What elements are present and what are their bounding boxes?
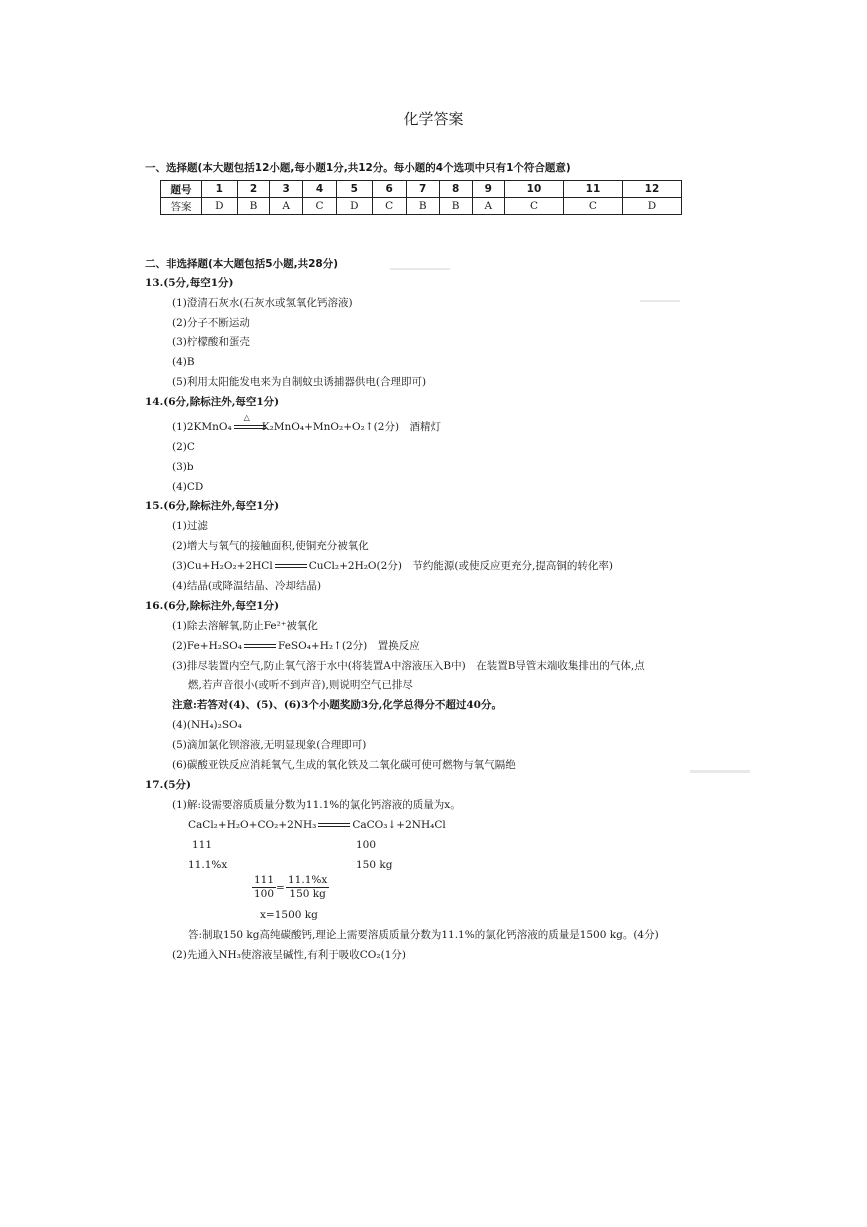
q16-header: 16.(6分,除标注外,每空1分): [145, 600, 280, 612]
question-number: 5: [337, 181, 373, 198]
heat-condition: [232, 413, 262, 434]
q16-answer-1: (1)除去溶解氧,防止Fe²⁺被氧化: [172, 620, 318, 632]
bleed-through-mark: [640, 300, 680, 302]
answer-cell: A: [472, 198, 504, 215]
question-number-row: [161, 181, 682, 198]
question-number: 10: [505, 181, 564, 198]
q13-answer-4: (4)B: [172, 356, 195, 368]
row-label-answer: 答案: [161, 198, 202, 215]
bleed-through-mark: [390, 268, 450, 270]
q16-products: FeSO₄+H₂↑(2分) 置换反应: [277, 640, 420, 652]
q17-value-caco3: 150 kg: [356, 859, 393, 871]
q16-answer-4: (4)(NH₄)₂SO₄: [172, 719, 242, 731]
answer-cell: B: [237, 198, 270, 215]
q17-products: CaCO₃↓+2NH₄Cl: [352, 819, 446, 831]
answer-cell: A: [270, 198, 302, 215]
answer-cell: D: [337, 198, 373, 215]
q17-answer-1: (1)解:设需要溶质质量分数为11.1%的氯化钙溶液的质量为x。: [172, 799, 461, 811]
section1-heading: 一、选择题(本大题包括12小题,每小题1分,共12分。每小题的4个选项中只有1个符合题意): [145, 162, 571, 174]
fraction-numerator: 111: [254, 874, 275, 886]
q14-products: K₂MnO₄+MnO₂+O₂↑(2分) 酒精灯: [261, 421, 442, 433]
answer-cell: D: [202, 198, 238, 215]
q15-answer-3: [172, 559, 613, 573]
equals-sign: [244, 644, 276, 648]
answer-cell: C: [505, 198, 564, 215]
q16-answer-3-line2: 燃,若声音很小(或听不到声音),则说明空气已排尽: [188, 679, 413, 691]
answer-table: [160, 180, 682, 215]
q17-equation: [188, 818, 446, 832]
equals-sign: [275, 564, 307, 568]
q15-reactants: (3)Cu+H₂O₂+2HCl: [172, 560, 273, 572]
q15-header: 15.(6分,除标注外,每空1分): [145, 500, 280, 512]
q14-answer-1: [172, 413, 442, 434]
q14-answer-4: (4)CD: [172, 481, 204, 493]
delta-symbol: △: [243, 413, 250, 422]
q17-molar-mass-caco3: 100: [356, 839, 377, 851]
equals-sign: [318, 823, 350, 827]
question-number: 1: [202, 181, 238, 198]
q17-header: 17.(5分): [145, 779, 192, 791]
answer-cell: B: [439, 198, 472, 215]
fraction-denominator: 100: [254, 888, 275, 900]
q16-answer-6: (6)碳酸亚铁反应消耗氧气,生成的氧化铁及二氧化碳可使可燃物与氧气隔绝: [172, 759, 516, 771]
row-label-question: 题号: [161, 181, 202, 198]
question-number: 9: [472, 181, 504, 198]
answer-cell: C: [372, 198, 406, 215]
q13-answer-2: (2)分子不断运动: [172, 317, 250, 329]
q13-answer-1: (1)澄清石灰水(石灰水或氢氧化钙溶液): [172, 297, 353, 309]
q13-answer-5: (5)利用太阳能发电来为自制蚊虫诱捕器供电(合理即可): [172, 376, 427, 388]
q15-answer-2: (2)增大与氧气的接触面积,使铜充分被氧化: [172, 540, 369, 552]
q15-answer-4: (4)结晶(或降温结晶、冷却结晶): [172, 580, 322, 592]
answer-cell: B: [406, 198, 439, 215]
q14-answer-3: (3)b: [172, 461, 194, 473]
answer-cell: C: [563, 198, 622, 215]
q17-fraction-right: [286, 874, 329, 901]
question-number: 4: [302, 181, 336, 198]
answer-cell: D: [622, 198, 681, 215]
fraction-numerator: 11.1%x: [288, 874, 328, 886]
q16-reactants: (2)Fe+H₂SO₄: [172, 640, 242, 652]
fraction-denominator: 150 kg: [289, 888, 326, 900]
q17-result: x=1500 kg: [260, 909, 318, 921]
q17-molar-mass-cacl2: 111: [192, 839, 213, 851]
q17-value-cacl2: 11.1%x: [188, 859, 228, 871]
question-number: 2: [237, 181, 270, 198]
answer-row: [161, 198, 682, 215]
q14-header: 14.(6分,除标注外,每空1分): [145, 396, 280, 408]
question-number: 7: [406, 181, 439, 198]
question-number: 6: [372, 181, 406, 198]
q13-header: 13.(5分,每空1分): [145, 277, 234, 289]
q17-conclusion: 答:制取150 kg高纯碳酸钙,理论上需要溶质质量分数为11.1%的氯化钙溶液的质量是1500 kg。(4分): [188, 929, 659, 941]
question-number: 3: [270, 181, 302, 198]
page-title: 化学答案: [403, 110, 464, 128]
q17-reactants: CaCl₂+H₂O+CO₂+2NH₃: [188, 819, 317, 831]
section2-heading: 二、非选择题(本大题包括5小题,共28分): [145, 258, 339, 270]
q14-reactant: (1)2KMnO₄: [172, 421, 232, 433]
q17-fraction-left: [252, 874, 276, 901]
question-number: 12: [622, 181, 681, 198]
bleed-through-mark: [690, 770, 750, 773]
q17-answer-2: (2)先通入NH₃使溶液呈碱性,有利于吸收CO₂(1分): [172, 949, 406, 961]
q17-fraction-equals: =: [276, 882, 285, 894]
equals-sign: [234, 425, 266, 429]
q16-bonus-note: 注意:若答对(4)、(5)、(6)3个小题奖励3分,化学总得分不超过40分。: [172, 699, 502, 711]
question-number: 11: [563, 181, 622, 198]
q16-answer-2: [172, 639, 420, 653]
q16-answer-3-line1: (3)排尽装置内空气,防止氧气溶于水中(将装置A中溶液压入B中) 在装置B导管末端收集排出的气体,点: [172, 660, 645, 672]
q16-answer-5: (5)滴加氯化钡溶液,无明显现象(合理即可): [172, 739, 367, 751]
answer-cell: C: [302, 198, 336, 215]
q15-answer-1: (1)过滤: [172, 520, 208, 532]
question-number: 8: [439, 181, 472, 198]
q14-answer-2: (2)C: [172, 441, 195, 453]
q15-products: CuCl₂+2H₂O(2分) 节约能源(或使反应更充分,提高铜的转化率): [308, 560, 613, 572]
q13-answer-3: (3)柠檬酸和蛋壳: [172, 336, 250, 348]
